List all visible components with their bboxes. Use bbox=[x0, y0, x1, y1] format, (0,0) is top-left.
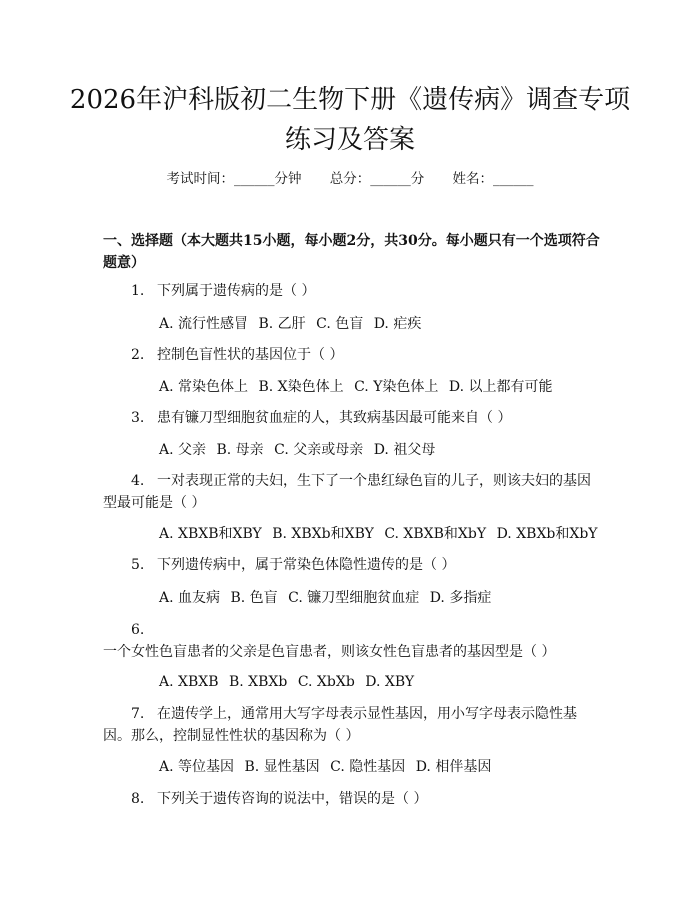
question-6 bbox=[103, 619, 603, 663]
question-1 bbox=[103, 280, 603, 302]
question-2 bbox=[103, 344, 603, 366]
question-number: 1. bbox=[131, 283, 145, 299]
option-b: B. X染色体上 bbox=[258, 379, 344, 395]
question-number: 3. bbox=[131, 410, 145, 426]
option-d: D. 疟疾 bbox=[373, 316, 422, 332]
student-name-field: 姓名：______ bbox=[452, 171, 534, 187]
question-2-options bbox=[159, 376, 640, 398]
question-7-options bbox=[159, 756, 640, 778]
question-5 bbox=[103, 554, 603, 576]
section-heading: 一、选择题（本大题共15小题，每小题2分，共30分。每小题只有一个选项符合题意） bbox=[103, 233, 600, 271]
option-a: A. 常染色体上 bbox=[159, 379, 249, 395]
question-stem: 一个女性色盲患者的父亲是色盲患者，则该女性色盲患者的基因型是（ ） bbox=[103, 644, 556, 660]
question-stem: 下列关于遗传咨询的说法中，错误的是（ ） bbox=[157, 791, 428, 807]
question-number: 7. bbox=[131, 706, 145, 722]
exam-time-field: 考试时间：______分钟 bbox=[166, 171, 302, 187]
option-d: D. 相伴基因 bbox=[415, 759, 492, 775]
option-a: A. 血友病 bbox=[159, 590, 221, 606]
option-b: B. XBXb和XBY bbox=[272, 526, 374, 542]
question-number: 6. bbox=[131, 622, 145, 638]
question-stem: 控制色盲性状的基因位于（ ） bbox=[157, 347, 344, 363]
option-a: A. 父亲 bbox=[159, 442, 207, 458]
option-d: D. XBY bbox=[365, 674, 415, 690]
question-stem: 下列属于遗传病的是（ ） bbox=[157, 283, 316, 299]
option-c: C. 镰刀型细胞贫血症 bbox=[288, 590, 420, 606]
page-title: 2026年沪科版初二生物下册《遗传病》调查专项练习及答案 bbox=[69, 85, 631, 155]
option-c: C. 隐性基因 bbox=[330, 759, 406, 775]
question-stem: 一对表现正常的夫妇，生下了一个患红绿色盲的儿子，则该夫妇的基因型最可能是（ ） bbox=[103, 473, 591, 511]
question-6-options bbox=[159, 671, 640, 693]
option-b: B. 色盲 bbox=[230, 590, 278, 606]
question-1-options bbox=[159, 313, 640, 335]
question-4 bbox=[103, 470, 603, 514]
option-a: A. 流行性感冒 bbox=[159, 316, 249, 332]
option-c: C. Y染色体上 bbox=[354, 379, 439, 395]
question-stem: 患有镰刀型细胞贫血症的人，其致病基因最可能来自（ ） bbox=[157, 410, 512, 426]
option-a: A. 等位基因 bbox=[159, 759, 235, 775]
option-b: B. 乙肝 bbox=[258, 316, 306, 332]
option-d: D. 多指症 bbox=[429, 590, 492, 606]
option-c: C. XbXb bbox=[297, 674, 355, 690]
option-b: B. 显性基因 bbox=[244, 759, 320, 775]
question-number: 4. bbox=[131, 473, 145, 489]
question-3-options bbox=[159, 439, 640, 461]
question-3 bbox=[103, 407, 603, 429]
question-number: 2. bbox=[131, 347, 145, 363]
question-stem: 在遗传学上，通常用大写字母表示显性基因，用小写字母表示隐性基因。那么，控制显性性状的基因称为（ ） bbox=[103, 706, 577, 744]
question-4-options bbox=[159, 523, 640, 545]
option-d: D. 祖父母 bbox=[373, 442, 436, 458]
question-number: 8. bbox=[131, 791, 145, 807]
question-7 bbox=[103, 703, 603, 747]
option-b: B. XBXb bbox=[228, 674, 288, 690]
option-b: B. 母亲 bbox=[216, 442, 264, 458]
question-number: 5. bbox=[131, 557, 145, 573]
option-c: C. XBXB和XbY bbox=[384, 526, 487, 542]
exam-meta bbox=[0, 169, 700, 189]
total-score-field: 总分：______分 bbox=[329, 171, 425, 187]
option-c: C. 色盲 bbox=[316, 316, 364, 332]
question-5-options bbox=[159, 587, 640, 609]
option-c: C. 父亲或母亲 bbox=[274, 442, 364, 458]
option-d: D. XBXb和XbY bbox=[496, 526, 598, 542]
question-stem: 下列遗传病中，属于常染色体隐性遗传的是（ ） bbox=[157, 557, 456, 573]
question-8 bbox=[103, 788, 603, 810]
option-a: A. XBXB和XBY bbox=[159, 526, 262, 542]
option-a: A. XBXB bbox=[159, 674, 219, 690]
option-d: D. 以上都有可能 bbox=[448, 379, 553, 395]
